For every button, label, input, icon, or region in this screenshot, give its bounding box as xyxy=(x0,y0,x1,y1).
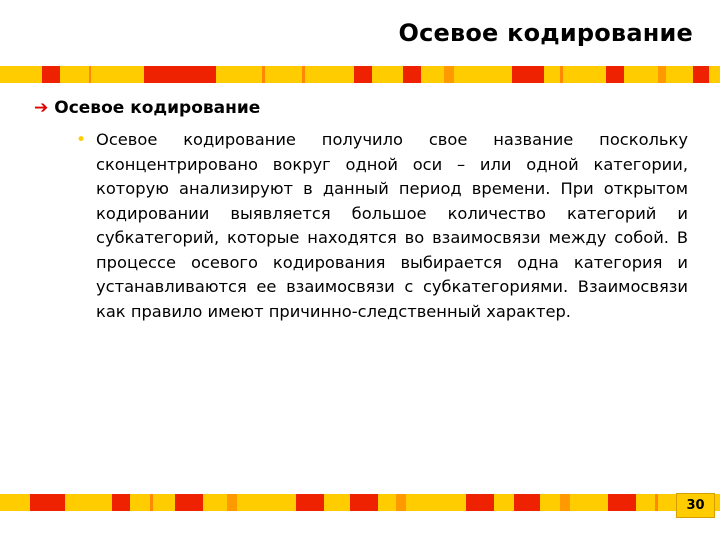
bullet-item xyxy=(76,128,688,324)
section-heading: Осевое кодирование xyxy=(54,98,261,118)
bullet-paragraph: Осевое кодирование получило свое название поскольку сконцентрировано вокруг одной оси – или одной категории, которую анализируют в данный период времени. При открытом кодировании выявляется большое количество категорий и субкатегорий, которые находятся во взаимосвязи между собой. В процессе осевого кодирования выбирается одна категория и устанавливаются ее взаимосвязи с субкатегориями. Взаимосвязи как правило имеют причинно-следственный характер. xyxy=(96,130,688,321)
bottom-decorative-stripe xyxy=(0,494,720,511)
slide-title: Осевое кодирование xyxy=(398,19,693,47)
heading-row xyxy=(34,98,260,118)
arrow-icon: ➔ xyxy=(34,98,49,118)
bullet-icon: • xyxy=(76,130,87,150)
page-number: 30 xyxy=(676,493,715,518)
top-decorative-stripe xyxy=(0,66,720,83)
